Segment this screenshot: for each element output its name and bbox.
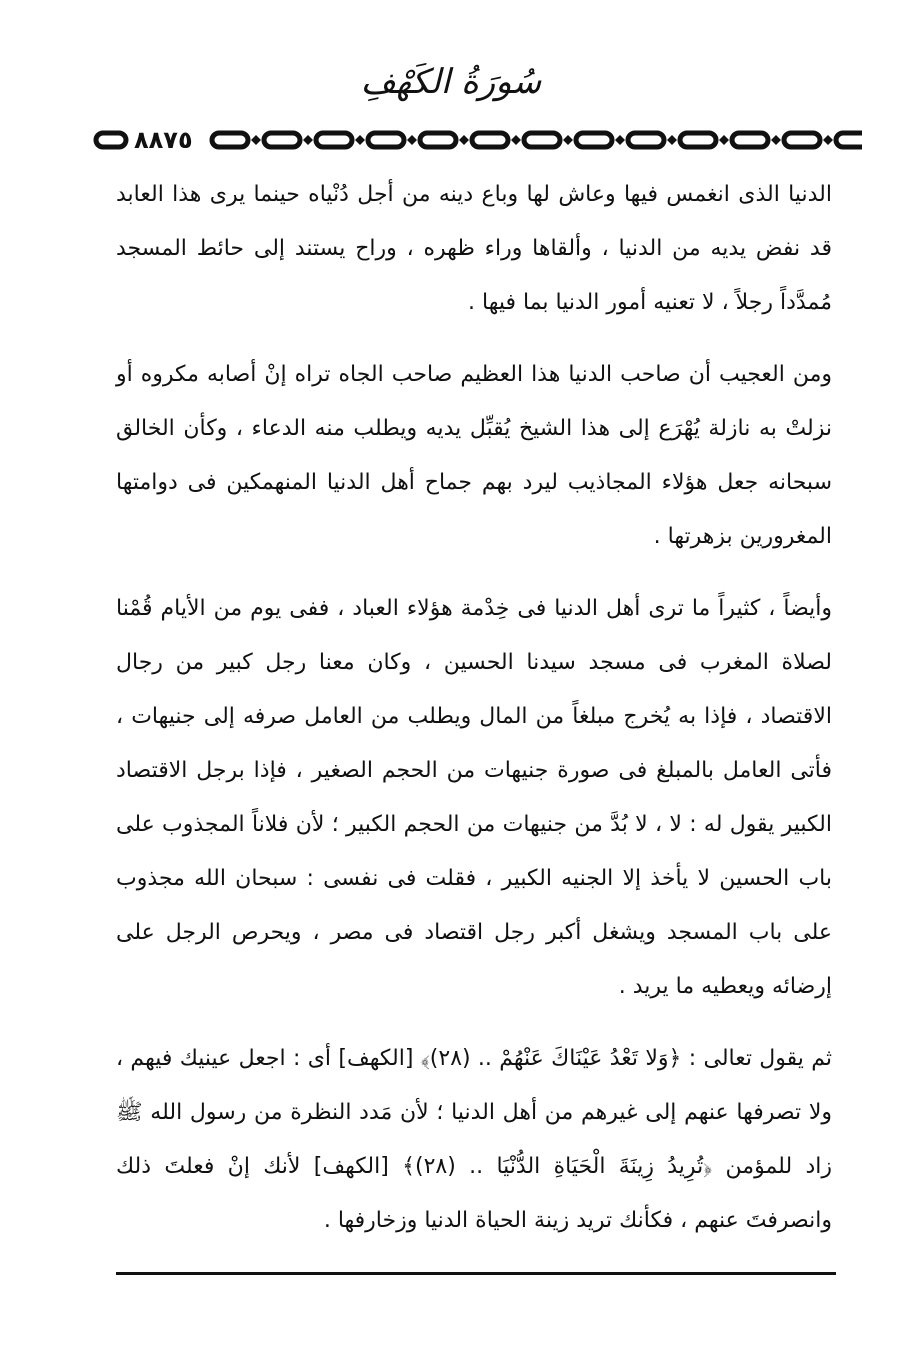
chain-diamond [823, 135, 833, 145]
chain-diamond [251, 135, 261, 145]
chain-link [836, 133, 862, 147]
chain-border-ornament [92, 122, 862, 158]
chain-diamond [563, 135, 573, 145]
page-body-text [116, 168, 832, 1248]
chain-diamond [511, 135, 521, 145]
chain-link [368, 133, 404, 147]
chain-link [316, 133, 352, 147]
chain-diamond [615, 135, 625, 145]
paragraph-1: الدنيا الذى انغمس فيها وعاش لها وباع دينه من أجل دُنْياه حينما يرى هذا العابد قد نفض يديه من الدنيا ، وألقاها وراء ظهره ، وراح يستند إلى حائط المسجد مُمدَّداً رجلاً ، لا تعنيه أمور الدنيا بما فيها . [116, 182, 832, 315]
chain-diamond [459, 135, 469, 145]
paragraph-4: ثم يقول تعالى : ﴿وَلا تَعْدُ عَيْنَاكَ عَنْهُمْ .. (٢٨)﴾ [الكهف] أى : اجعل عينيك فيهم ، ولا تصرفها عنهم إلى غيرهم من أهل الدنيا ؛ لأن مَدد النظرة من رسول الله ﷺ زاد للمؤمن ﴿تُرِيدُ زِينَةَ الْحَيَاةِ الدُّنْيَا .. (٢٨)﴾ [الكهف] لأنك إنْ فعلتَ ذلك وانصرفتَ عنهم ، فكأنك تريد زينة الحياة الدنيا وزخارفها . [116, 1046, 832, 1233]
page-number: ٨٨٧٥ [130, 122, 197, 158]
paragraph-3: وأيضاً ، كثيراً ما ترى أهل الدنيا فى خِدْمة هؤلاء العباد ، ففى يوم من الأيام قُمْنا لصلاة المغرب فى مسجد سيدنا الحسين ، وكان معنا رجل كبير من رجال الاقتصاد ، فإذا به يُخرج مبلغاً من المال ويطلب من العامل صرفه إلى جنيهات ، فأتى العامل بالمبلغ فى صورة جنيهات من الحجم الصغير ، فإذا برجل الاقتصاد الكبير يقول له : لا ، لا بُدَّ من جنيهات من الحجم الكبير ؛ لأن فلاناً المجذوب على باب الحسين لا يأخذ إلا الجنيه الكبير ، فقلت فى نفسى : سبحان الله مجذوب على باب المسجد ويشغل أكبر رجل اقتصاد فى مصر ، ويحرص الرجل على إرضائه ويعطيه ما يريد . [116, 596, 832, 999]
surah-title: سُورَةُ الكَهْفِ [360, 62, 542, 102]
chain-link [472, 133, 508, 147]
chain-diamond [407, 135, 417, 145]
footer-rule [116, 1272, 836, 1275]
chain-link [784, 133, 820, 147]
chain-link [628, 133, 664, 147]
chain-link [680, 133, 716, 147]
chain-link [264, 133, 300, 147]
chain-link [212, 133, 248, 147]
chain-diamond [303, 135, 313, 145]
decorative-header-band [92, 122, 862, 158]
paragraph-2: ومن العجيب أن صاحب الدنيا هذا العظيم صاحب الجاه تراه إنْ أصابه مكروه أو نزلتْ به نازلة يُهْرَع إلى هذا الشيخ يُقبِّل يديه ويطلب منه الدعاء ، وكأن الخالق سبحانه جعل هؤلاء المجاذيب ليرد بهم جماح أهل الدنيا المنهمكين فى دوامتها المغرورين بزهرتها . [116, 362, 832, 549]
chain-link [96, 133, 126, 147]
chain-link [732, 133, 768, 147]
chain-link [524, 133, 560, 147]
chain-diamond [771, 135, 781, 145]
chain-diamond [355, 135, 365, 145]
chain-link [576, 133, 612, 147]
chain-diamond [667, 135, 677, 145]
chain-diamond [719, 135, 729, 145]
chain-link [420, 133, 456, 147]
